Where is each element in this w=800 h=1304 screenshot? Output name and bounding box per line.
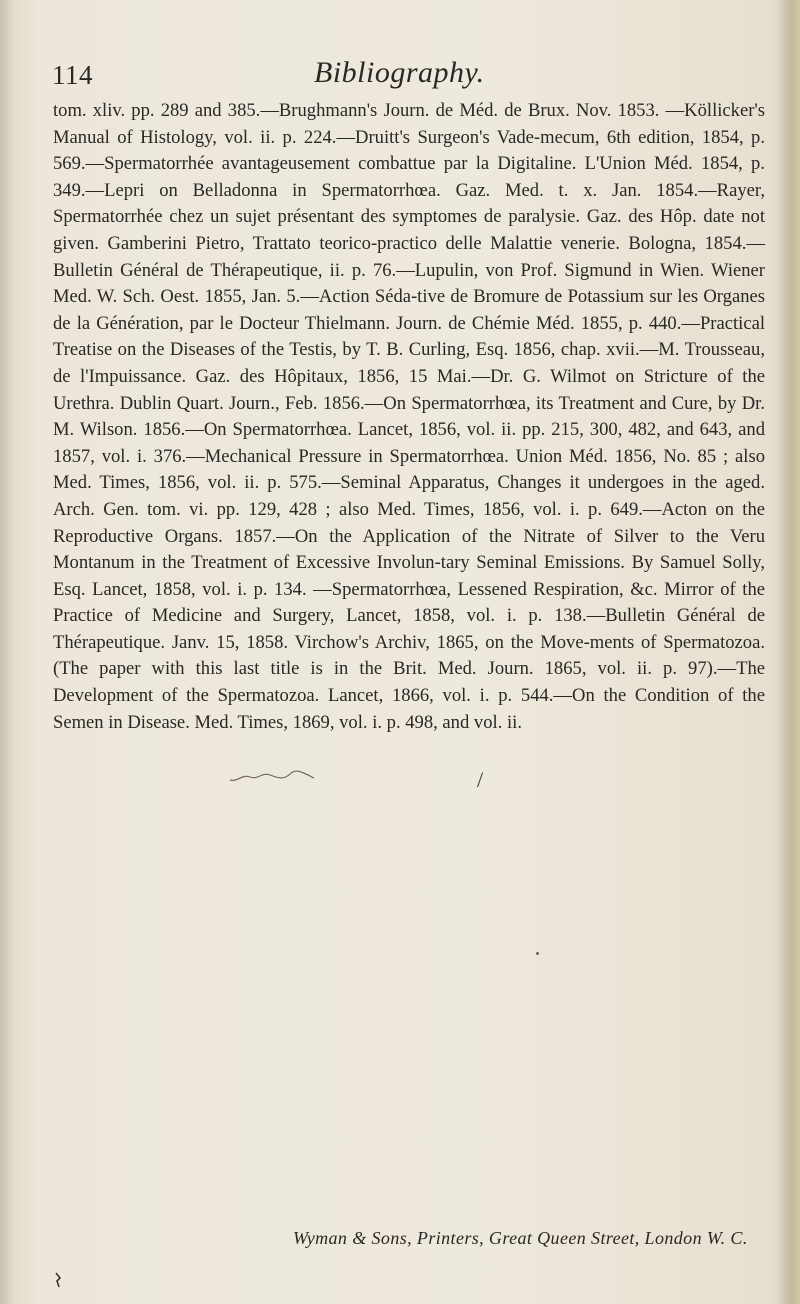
- bibliography-paragraph: tom. xliv. pp. 289 and 385.—Brughmann's Journ. de Méd. de Brux. Nov. 1853. —Köllicker's Manual of Histology, vol. ii. p. 224.—Druitt's Surgeon's Vade-mecum, 6th edition, 1854, p. 569.—Spermatorrhée avantageusement combattue par la Digitaline. L'Union Méd. 1854, p. 349.—Lepri on Belladonna in Spermatorrhœa. Gaz. Med. t. x. Jan. 1854.—Rayer, Spermatorrhée chez un sujet présentant des symptomes de paralysie. Gaz. des Hôp. date not given. Gamberini Pietro, Trattato teorico-practico delle Malattie venerie. Bologna, 1854.—Bulletin Général de Thérapeutique, ii. p. 76.—Lupulin, von Prof. Sigmund in Wien. Wiener Med. W. Sch. Oest. 1855, Jan. 5.—Action Séda-tive de Bromure de Potassium sur les Organes de la Génération, par le Docteur Thielmann. Journ. de Chémie Méd. 1855, p. 440.—Practical Treatise on the Diseases of the Testis, by T. B. Curling, Esq. 1856, chap. xvii.—M. Trousseau, de l'Impuissance. Gaz. des Hôpitaux, 1856, 15 Mai.—Dr. G. Wilmot on Stricture of the Urethra. Dublin Quart. Journ., Feb. 1856.—On Spermatorrhœa, its Treatment and Cure, by Dr. M. Wilson. 1856.—On Spermatorrhœa. Lancet, 1856, vol. ii. pp. 215, 300, 482, and 643, and 1857, vol. i. 376.—Mechanical Pressure in Spermatorrhœa. Union Méd. 1856, No. 85 ; also Med. Times, 1856, vol. ii. p. 575.—Seminal Apparatus, Changes it undergoes in the aged. Arch. Gen. tom. vi. pp. 129, 428 ; also Med. Times, 1856, vol. i. p. 649.—Acton on the Reproductive Organs. 1857.—On the Application of the Nitrate of Silver to the Veru Montanum in the Treatment of Excessive Involun-tary Seminal Emissions. By Samuel Solly, Esq. Lancet, 1858, vol. i. p. 134. —Spermatorrhœa, Lessened Respiration, &c. Mirror of the Practice of Medicine and Surgery, Lancet, 1858, vol. i. p. 138.—Bulletin Général de Thérapeutique. Janv. 15, 1858. Virchow's Archiv, 1865, on the Move-ments of Spermatozoa. (The paper with this last title is in the Brit. Med. Journ. 1865, vol. ii. p. 97).—The Development of the Spermatozoa. Lancet, 1866, vol. i. p. 544.—On the Condition of the Semen in Disease. Med. Times, 1869, vol. i. p. 498, and vol. ii.: [53, 100, 765, 733]
- corner-ink-mark: [53, 1272, 63, 1288]
- running-head: [52, 56, 752, 96]
- pencil-slash-mark: /: [477, 767, 484, 792]
- ink-dot-mark: [536, 952, 539, 955]
- page-edge-shadow: [778, 0, 800, 1304]
- pencil-squiggle-mark: [228, 768, 318, 786]
- printer-imprint: Wyman & Sons, Printers, Great Queen Street, London W. C.: [293, 1228, 748, 1248]
- page-number: 114: [52, 60, 93, 90]
- running-title: Bibliography.: [314, 56, 485, 89]
